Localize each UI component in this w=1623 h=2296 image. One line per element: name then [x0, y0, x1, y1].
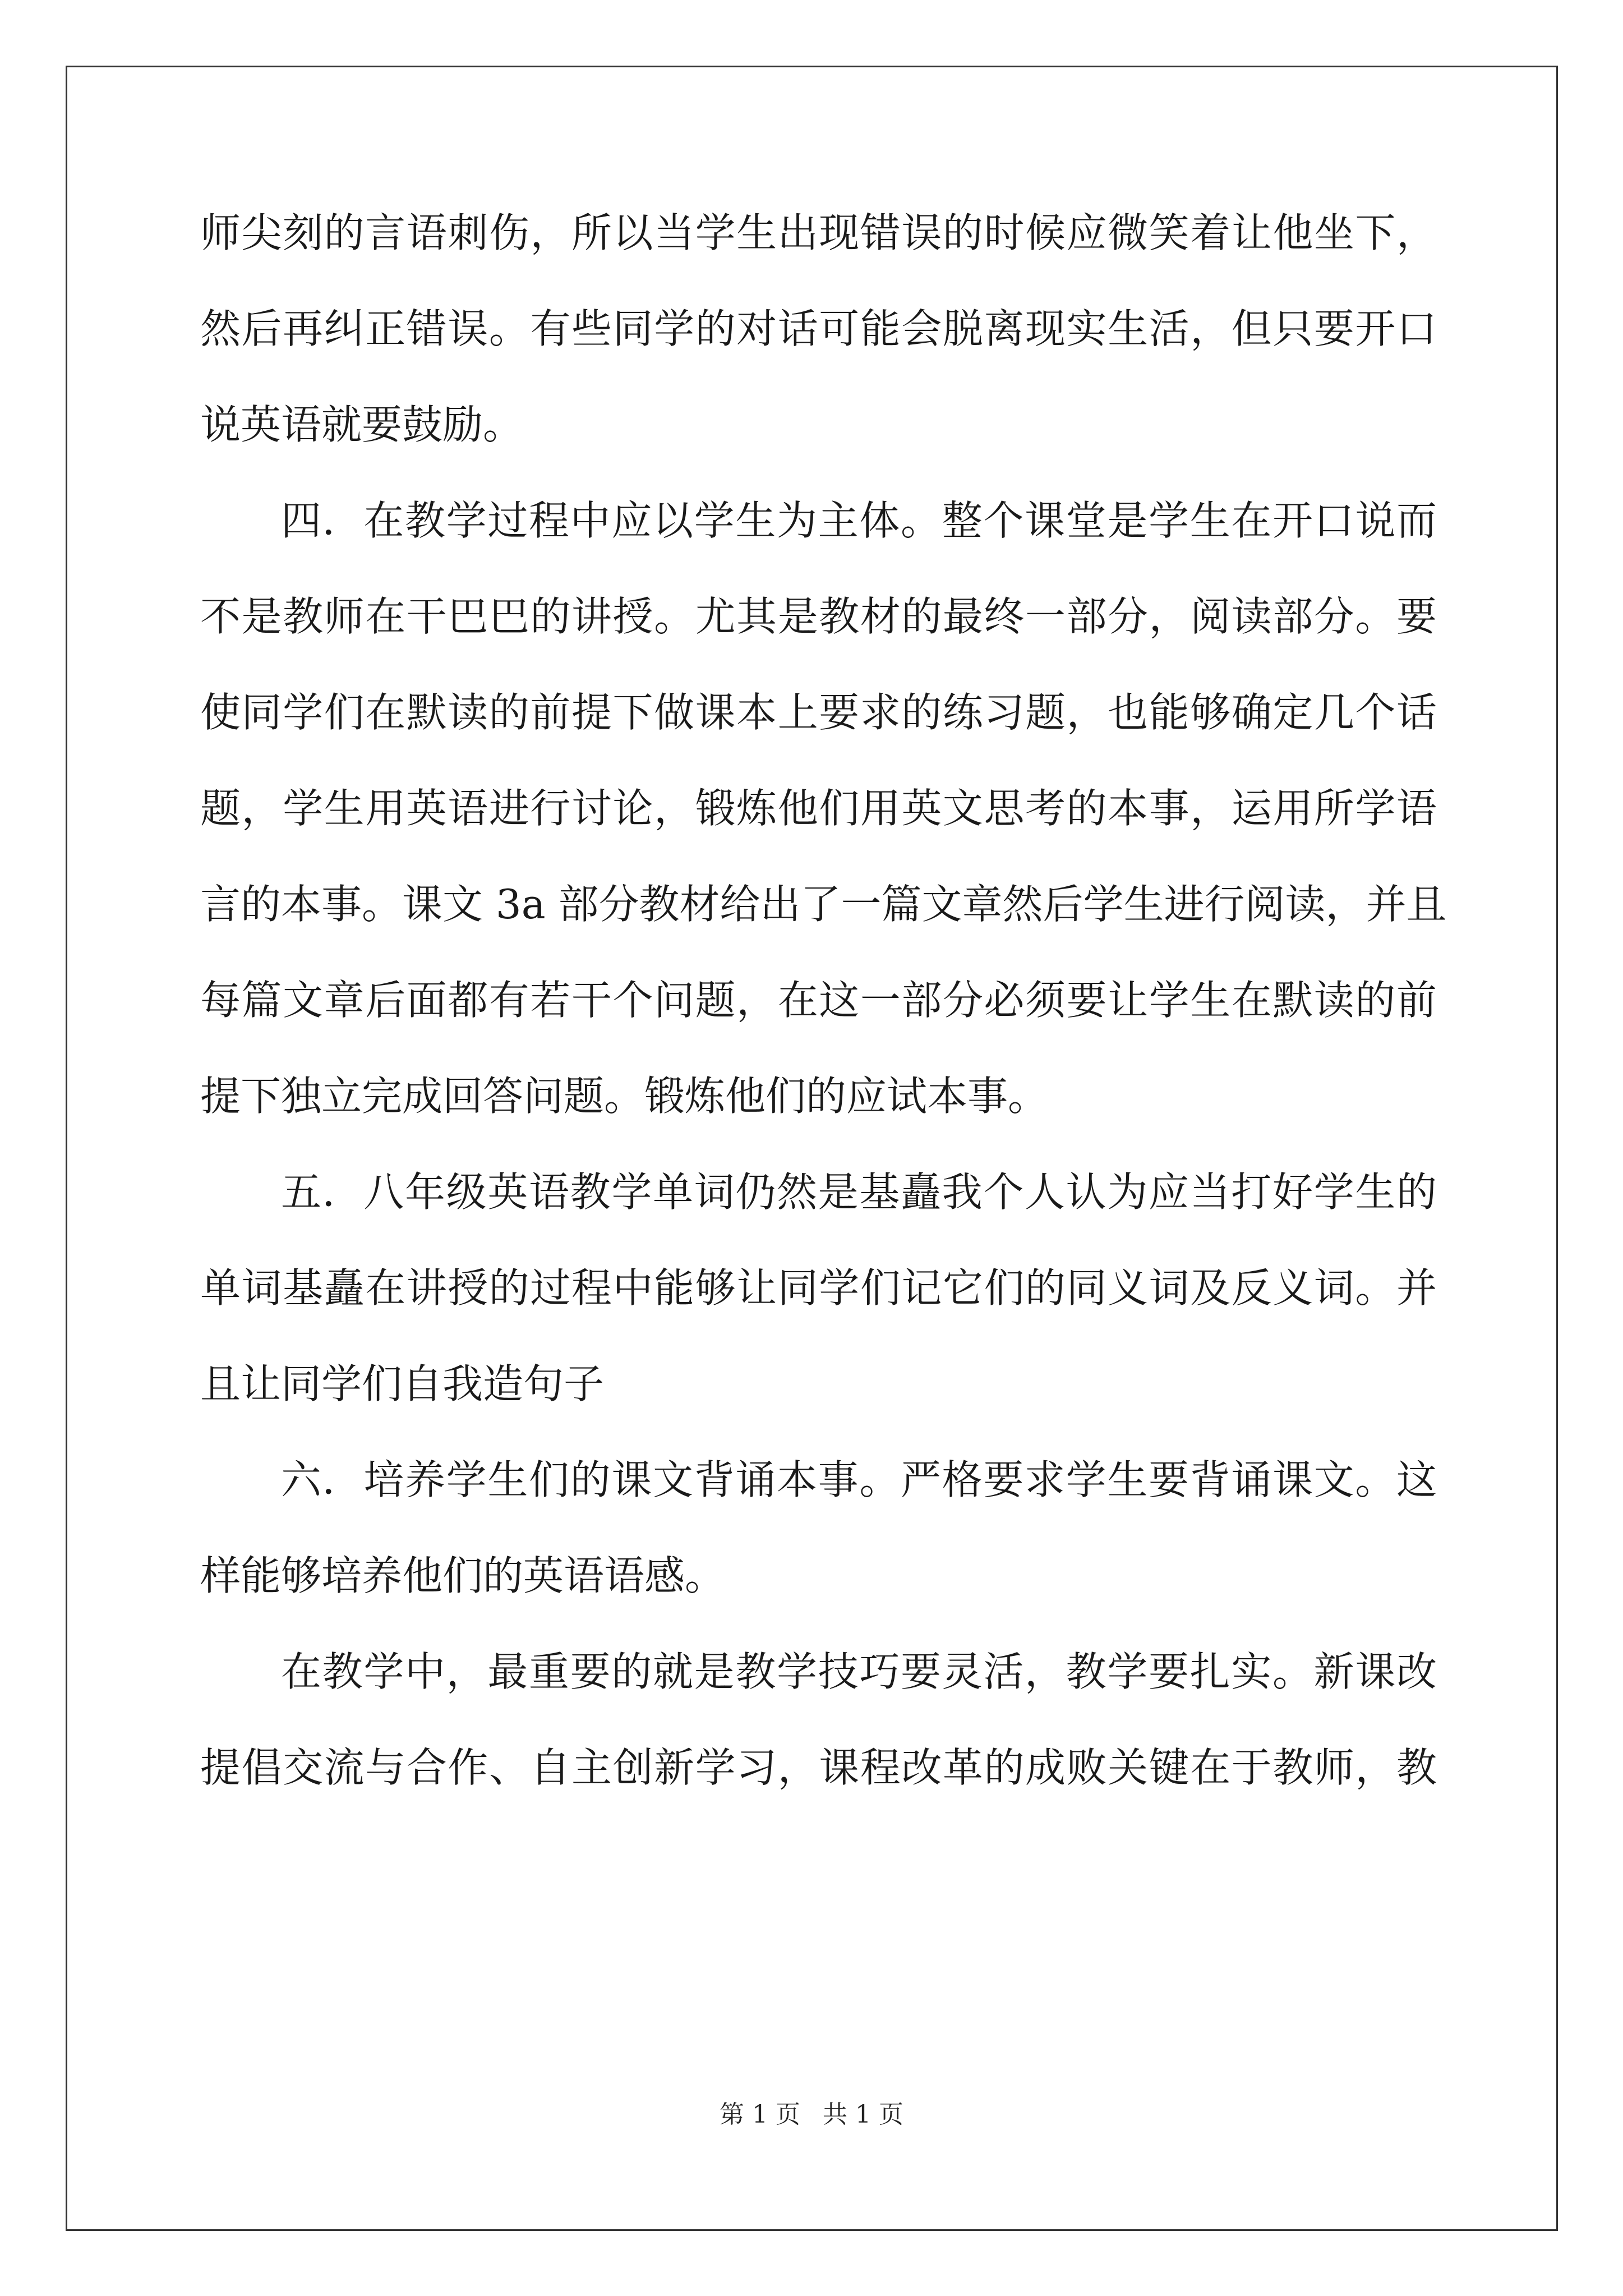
- text-line: 单词基矗在讲授的过程中能够让同学们记它们的同义词及反义词。并: [200, 1264, 1437, 1312]
- page-total: 共 1 页: [823, 2100, 903, 2129]
- text-line: 不是教师在干巴巴的讲授。尤其是教材的最终一部分，阅读部分。要: [200, 593, 1437, 640]
- text-line: 四．在教学过程中应以学生为主体。整个课堂是学生在开口说而: [281, 497, 1437, 544]
- text-line: 六．培养学生们的课文背诵本事。严格要求学生要背诵课文。这: [281, 1456, 1437, 1503]
- text-line: 师尖刻的言语刺伤，所以当学生出现错误的时候应微笑着让他坐下，: [200, 209, 1437, 256]
- text-line: 然后再纠正错误。有些同学的对话可能会脱离现实生活，但只要开口: [200, 305, 1437, 352]
- text-line: 言的本事。课文 3a 部分教材给出了一篇文章然后学生进行阅读，并且: [200, 881, 1447, 928]
- document-body: [200, 185, 1447, 1816]
- text-line: 提倡交流与合作、自主创新学习，课程改革的成败关键在于教师，教: [200, 1744, 1437, 1791]
- text-line: 提下独立完成回答问题。锻炼他们的应试本事。: [200, 1073, 1049, 1120]
- text-line: 且让同学们自我造句子: [200, 1360, 605, 1407]
- text-line: 样能够培养他们的英语语感。: [200, 1552, 726, 1599]
- page-footer: [0, 2098, 1623, 2132]
- text-line: 在教学中，最重要的就是教学技巧要灵活，教学要扎实。新课改: [281, 1648, 1437, 1695]
- text-line: 题，学生用英语进行讨论，锻炼他们用英文思考的本事，运用所学语: [200, 785, 1437, 832]
- text-line: 使同学们在默读的前提下做课本上要求的练习题，也能够确定几个话: [200, 689, 1437, 736]
- text-line: 五．八年级英语教学单词仍然是基矗我个人认为应当打好学生的: [281, 1168, 1437, 1216]
- page-number: 第 1 页: [720, 2100, 800, 2129]
- text-line: 说英语就要鼓励。: [200, 401, 524, 448]
- text-line: 每篇文章后面都有若干个问题，在这一部分必须要让学生在默读的前: [200, 977, 1437, 1024]
